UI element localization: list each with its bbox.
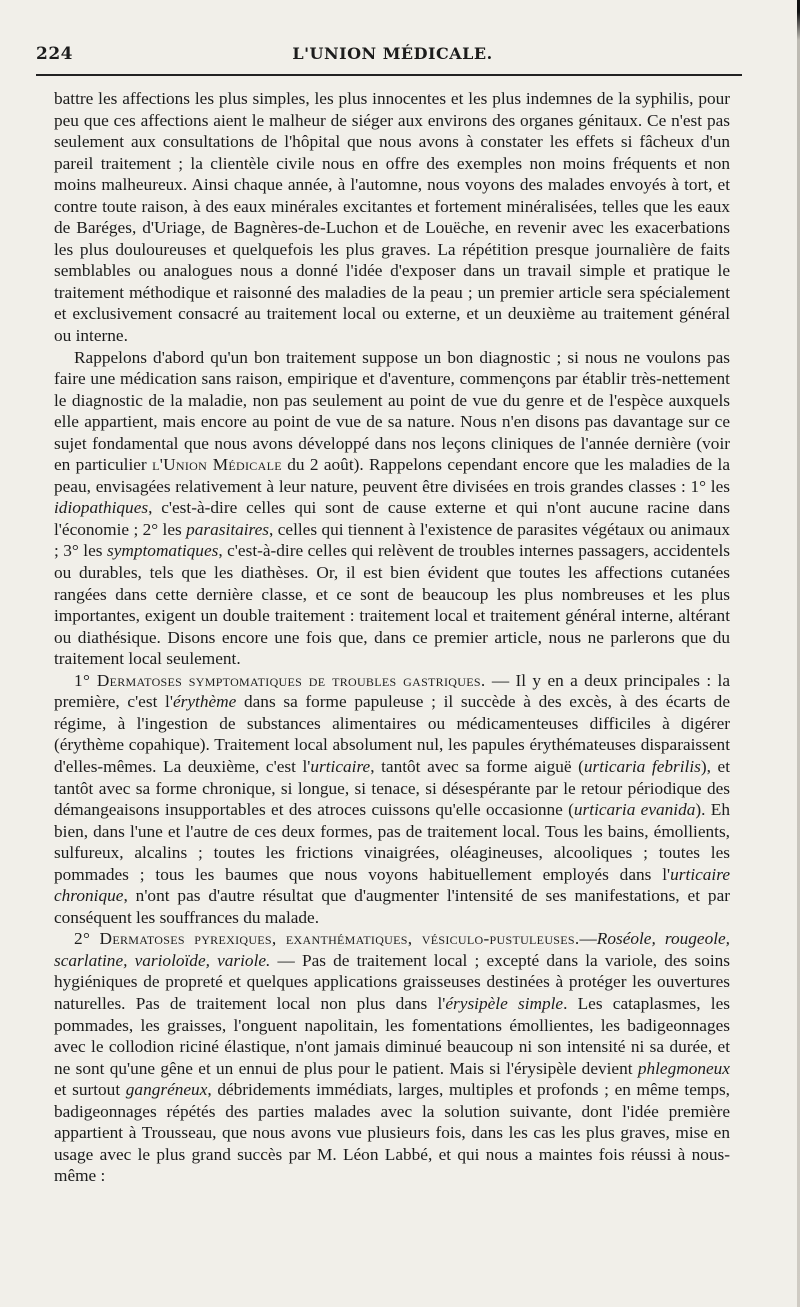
term-parasitaires: parasitaires [186,519,270,539]
paragraph-pyrexic [54,928,730,1187]
text-run: et surtout [54,1080,121,1100]
term-urticaria-evanida: urticaria evanida [573,800,696,820]
text-run: , c'est-à-dire celles qui sont de cause externe et qui n'ont aucune racine dans l'économie ; 2° les [54,498,730,539]
paragraph-continuation: battre les affections les plus simples, les plus innocentes et les plus indemnes de la syphilis, pour peu que ces affections aient le malheur de siéger aux environs des organes génitaux. Ce n'est pas seulement aux consultations de l'hôpital que nous avons à constater les effets si fâcheux d'un pareil traitement ; la clientèle civile nous en offre des exemples non moins fréquents et non moins malheureux. Ainsi chaque année, à l'automne, nous voyons des malades envoyés à tort, et contre toute raison, à des eaux minérales excitantes et fortement minéralisées, telles que les eaux de Baréges, d'Uriage, de Bagnères-de-Luchon et de Louëche, en revenir avec les exacerbations les plus douloureuses et quelquefois les plus graves. La répétition presque journalière de faits semblables ou analogues nous a donné l'idée d'exposer dans un travail simple et pratique le traitement méthodique et raisonné des maladies de la peau ; un premier article sera spécialement et exclusivement consacré au traitement local ou externe, et un deuxième au traitement général ou interne. [54,89,730,346]
text-run: , tantôt avec sa forme aiguë ( [370,756,584,776]
text-run: ), et tantôt avec sa forme chronique, si longue, si tenace, si désespérante par le retour périodique des démangeaisons insupportables et des atroces cuissons qu'elle occasionne ( [54,756,730,820]
article-body [54,88,730,1187]
term-urticaire: urticaire [310,756,371,776]
page-number: 224 [36,44,73,64]
journal-reference: l'Union Médicale [152,455,282,475]
section-heading-gastric: 1° Dermatoses symptomatiques de troubles gastriques. [74,670,486,690]
text-run: — Il y en a deux principales : la première, c'est l' [54,670,730,712]
text-run: Rappelons d'abord qu'un bon traitement suppose un bon diagnostic ; si nous ne voulons pas faire une médication sans raison, empirique et d'aventure, commençons par établir très-nettement le diagnostic de la maladie, non pas seulement au point de vue du genre et de l'espèce auxquels elle appartient, mais encore au point de vue de sa nature. Nous n'en disons pas davantage sur ce sujet fondamental que nous avons développé dans nos leçons cliniques de l'année dernière (voir en particulier [54,347,730,475]
text-run: ). Eh bien, dans l'une et l'autre de ces deux formes, pas de traitement local. Tous les bains, émollients, sulfureux, alcalins ; toutes les frictions vinaigrées, oléagineuses, alcooliques ; toutes les pommades ; tous les baumes que nous voyons habituellement employés dans l' [54,800,730,884]
text-run: — [579,929,597,949]
term-gangreneux: gangréneux [125,1080,208,1100]
term-urticaria-febrilis: urticaria febrilis [583,756,701,776]
text-run: , n'ont pas d'autre résultat que d'augmenter l'intensité de ses manifestations, et par conséquent les souffrances du malade. [54,886,730,927]
document-page [36,44,731,1187]
text-run: , celles qui tiennent à l'existence de parasites végétaux ou animaux ; 3° les [54,519,730,561]
term-list-diseases: Roséole, rougeole, scarlatine, varioloïde, variole. [54,929,730,970]
running-header [36,44,742,76]
term-idiopathiques: idiopathiques [54,498,149,518]
journal-title: L'UNION MÉDICALE. [292,44,493,63]
text-run: , débridements immédiats, larges, multiples et profonds ; en même temps, badigeonnages répétés des parties malades avec la solution suivante, dont l'idée première appartient à Trousseau, que nous avons vue plusieurs fois, dans les cas les plus graves, mise en usage avec le plus grand succès par M. Léon Labbé, et qui nous a maintes fois réussi à nous-même : [54,1080,731,1186]
text-run: , c'est-à-dire celles qui relèvent de troubles internes passagers, accidentels ou durables, tels que les diathèses. Or, il est bien évident que toutes les affections cutanées rangées dans cette dernière classe, et ce sont de beaucoup les plus nombreuses et les plus importantes, exigent un double traitement : traitement local et traitement général interne, altérant ou diathésique. Disons encore une fois que, dans ce premier article, nous ne parlerons que du traitement local seulement. [54,541,730,669]
paragraph-diagnosis [54,347,730,670]
paragraph-gastric [54,670,730,929]
term-urticaire-chronique: urticaire chronique [54,864,730,906]
term-phlegmoneux: phlegmoneux [637,1058,730,1078]
section-heading-pyrexic: 2° Dermatoses pyrexiques, exanthématiques, vésiculo-pustuleuses. [74,929,580,949]
text-run: du 2 août). Rappelons cependant encore que les maladies de la peau, envisagées relativement à leur nature, peuvent être divisées en trois grandes classes : 1° les [54,455,731,496]
text-run: . Les cataplasmes, les pommades, les graisses, l'onguent napolitain, les fomentations émollientes, les badigeonnages avec le collodion riciné élastique, n'ont jamais diminué beaucoup ni son intensité ni sa durée, et ne sont qu'une gêne et un ennui de plus pour le patient. Mais si l'érysipèle devient [54,993,730,1078]
term-erytheme: érythème [172,692,237,712]
term-erysipele-simple: érysipèle simple [445,993,564,1013]
text-run: — Pas de traitement local ; excepté dans la variole, des soins hygiéniques de propreté et quelques applications graisseuses destinées à protéger les ouvertures naturelles. Pas de traitement local non plus dans l' [54,950,730,1013]
term-symptomatiques: symptomatiques [106,541,219,561]
text-run: dans sa forme papuleuse ; il succède à des excès, à des écarts de régime, à l'ingestion de substances alimentaires ou médicamenteuses difficiles à digérer (érythème copahique). Traitement local absolument nul, les papules érythémateuses disparaissent d'elles-mêmes. La deuxième, c'est l' [54,692,730,776]
